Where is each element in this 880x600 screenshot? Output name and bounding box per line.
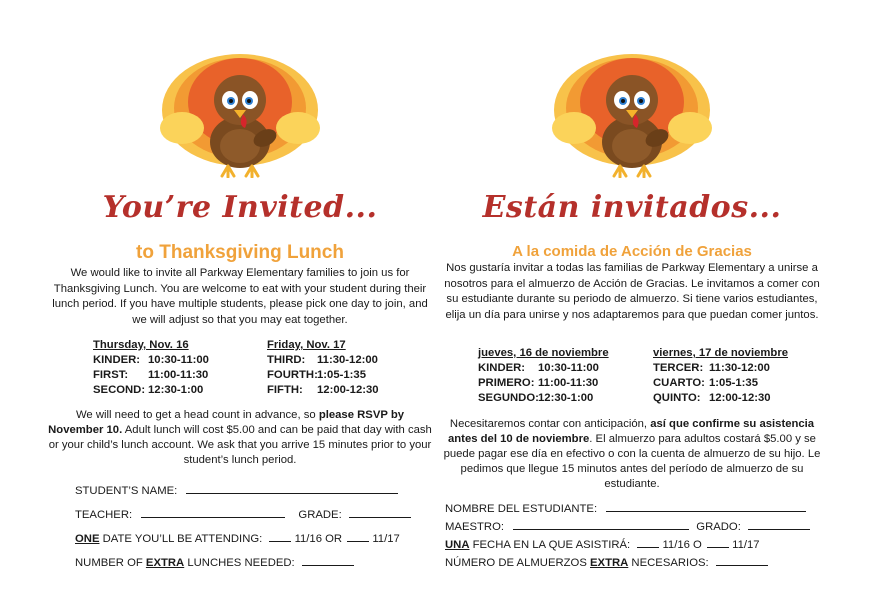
schedule-row: CUARTO: 1:05-1:35 <box>653 377 758 389</box>
extra-label: EXTRA <box>145 557 185 569</box>
date-row: ONE DATE YOU’LL BE ATTENDING: 11/16 OR 11/17 <box>75 530 400 545</box>
invite-subtitle: to Thanksgiving Lunch <box>136 242 344 263</box>
spanish-invitation <box>440 0 840 600</box>
grade-label: GRADO: <box>696 521 741 533</box>
date-option-1116: 11/16 O <box>662 539 702 551</box>
date-option-1117: 11/17 <box>372 533 400 545</box>
schedule-row: KINDER: 10:30-11:00 <box>93 354 209 366</box>
schedule-row: TERCER: 11:30-12:00 <box>653 362 770 374</box>
schedule-row: FOURTH:1:05-1:35 <box>267 369 366 381</box>
schedule-row: PRIMERO: 11:00-11:30 <box>478 377 599 389</box>
student-name-label: NOMBRE DEL ESTUDIANTE: <box>445 503 598 515</box>
schedule-row: SECOND: 12:30-1:00 <box>93 384 204 396</box>
extra-label: EXTRA <box>590 557 629 569</box>
student-name-row <box>75 482 398 497</box>
schedule-friday <box>267 338 379 398</box>
schedule-row: SEGUNDO:12:30-1:00 <box>478 392 594 404</box>
extra-lunches-row: NÚMERO DE ALMUERZOS EXTRA NECESARIOS: <box>445 554 768 569</box>
date-option-1116: 11/16 OR <box>294 533 343 545</box>
grade-field[interactable] <box>349 506 411 518</box>
schedule-jueves <box>478 346 609 406</box>
teacher-field[interactable] <box>513 518 689 530</box>
date-option-1117-field[interactable] <box>707 536 729 548</box>
schedule-row: QUINTO: 12:00-12:30 <box>653 392 771 404</box>
student-name-field[interactable] <box>606 500 806 512</box>
schedule-row: KINDER: 10:30-11:00 <box>478 362 599 374</box>
invite-title: You’re Invited... <box>102 190 378 225</box>
date-option-1116-field[interactable] <box>637 536 659 548</box>
one-label: ONE <box>75 533 100 545</box>
schedule-row: FIFTH: 12:00-12:30 <box>267 384 379 396</box>
date-option-1117-field[interactable] <box>347 530 369 542</box>
intro-paragraph: We would like to invite all Parkway Elementary families to join us for Thanksgiving Lunch. You are welcome to eat with your student during their lunch period. If you have multiple students, please pick one day to join, and we will adjust so that you may eat together. <box>52 267 428 326</box>
date-row: UNA FECHA EN LA QUE ASISTIRÁ: 11/16 O 11/17 <box>445 536 760 551</box>
rsvp-paragraph: Necesitaremos contar con anticipación, así que confirme su asistencia antes del 10 de noviembre. El almuerzo para adultos costará $5.00 y se puede pagar ese día en efectivo o con la cuenta de almuerzo de su hijo. Le pedimos que llegue 15 minutos antes del período de almuerzo de su estudiante. <box>443 418 821 490</box>
schedule-header: viernes, 17 de noviembre <box>653 347 789 359</box>
schedule-header: Friday, Nov. 17 <box>267 339 346 351</box>
schedule-header: jueves, 16 de noviembre <box>478 347 609 359</box>
student-name-row <box>445 500 806 515</box>
teacher-row <box>75 506 411 521</box>
extra-lunches-field[interactable] <box>302 554 354 566</box>
intro-paragraph: Nos gustaría invitar a todas las familias de Parkway Elementary a unirse a nosotros para el almuerzo de Acción de Gracias. Le invitamos a comer con su estudiante durante su periodo de almuerzo. Si tiene varios estudiantes, elija un día para unirse y nos adaptaremos para que puedan comer juntos. <box>444 262 820 321</box>
student-name-field[interactable] <box>186 482 398 494</box>
schedule-thursday <box>93 338 209 398</box>
extra-lunches-field[interactable] <box>716 554 768 566</box>
teacher-label: MAESTRO: <box>445 521 504 533</box>
una-label: UNA <box>445 539 470 551</box>
teacher-row <box>445 518 810 533</box>
student-name-label: STUDENT’S NAME: <box>75 485 178 497</box>
teacher-label: TEACHER: <box>75 509 133 521</box>
grade-field[interactable] <box>748 518 810 530</box>
date-option-1117: 11/17 <box>732 539 760 551</box>
schedule-row: THIRD: 11:30-12:00 <box>267 354 378 366</box>
teacher-field[interactable] <box>141 506 285 518</box>
extra-lunches-row: NUMBER OF EXTRA LUNCHES NEEDED: <box>75 554 354 569</box>
schedule-viernes <box>653 346 788 406</box>
invite-title: Están invitados... <box>482 190 782 225</box>
turkey-illustration <box>160 50 320 178</box>
date-option-1116-field[interactable] <box>269 530 291 542</box>
english-invitation <box>40 0 440 600</box>
turkey-illustration <box>552 50 712 178</box>
schedule-header: Thursday, Nov. 16 <box>93 339 189 351</box>
invite-subtitle: A la comida de Acción de Gracias <box>512 243 752 260</box>
rsvp-paragraph: We will need to get a head count in advance, so please RSVP by November 10. Adult lunch will cost $5.00 and can be paid that day with cash or your child’s lunch account. We ask that you arrive 15 minutes prior to your student’s lunch period. <box>48 409 432 466</box>
schedule-row: FIRST: 11:00-11:30 <box>93 369 209 381</box>
grade-label: GRADE: <box>298 509 342 521</box>
